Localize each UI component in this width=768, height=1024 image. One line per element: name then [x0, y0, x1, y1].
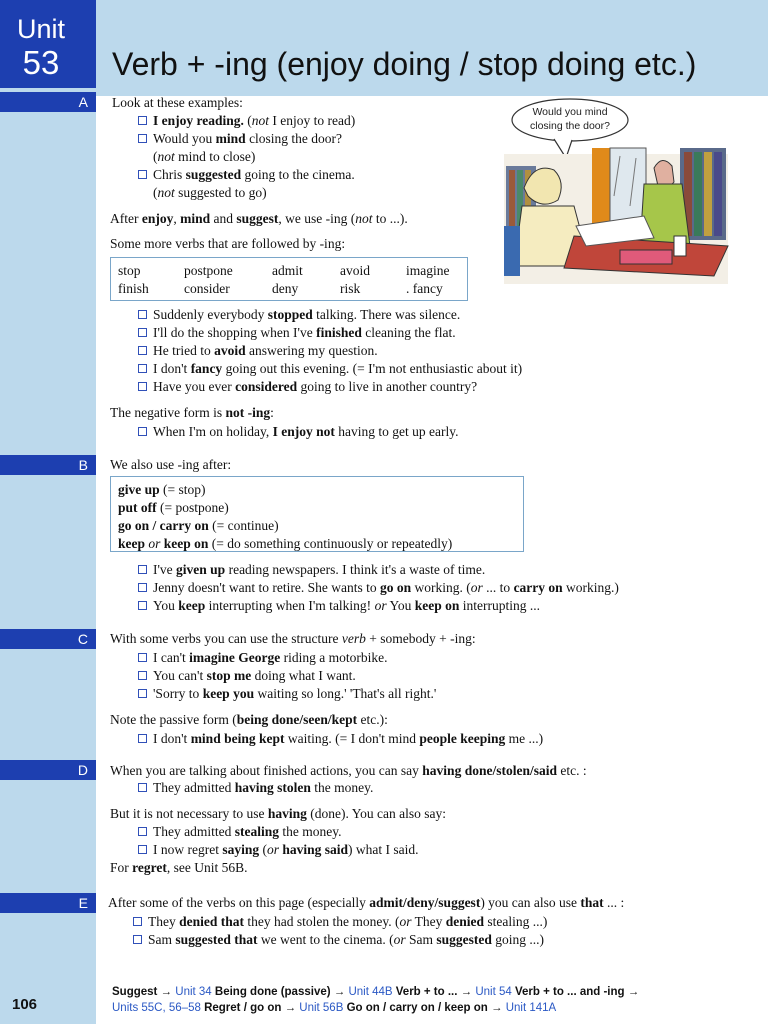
- checkbox-bullet-icon: [138, 827, 147, 836]
- verb-cell: deny: [272, 281, 299, 296]
- verb-cell: . fancy: [406, 281, 443, 296]
- list-note: (not suggested to go): [153, 185, 267, 200]
- unit-number: 53: [22, 44, 60, 81]
- cross-ref-line: Units 55C, 56–58 Regret / go on → Unit 56B Go on / carry on / keep on → Unit 141A: [112, 1002, 557, 1014]
- list-item: They denied that they had stolen the money. (or They denied stealing ...): [133, 913, 547, 931]
- verb-cell: imagine: [406, 263, 450, 278]
- verb-cell: stop: [118, 263, 141, 278]
- checkbox-bullet-icon: [133, 917, 142, 926]
- section-marker-a: A: [0, 92, 96, 112]
- phrase-row: keep or keep on (= do something continuously or repeatedly): [118, 536, 453, 551]
- list-item: I enjoy reading. (not I enjoy to read): [138, 112, 355, 130]
- paragraph: For regret, see Unit 56B.: [110, 860, 248, 875]
- list-item: He tried to avoid answering my question.: [138, 342, 378, 360]
- section-b-intro: We also use -ing after:: [110, 457, 232, 472]
- unit-link[interactable]: Unit 54: [475, 986, 512, 998]
- section-marker-e: E: [0, 893, 96, 913]
- unit-link[interactable]: Unit 44B: [348, 986, 393, 998]
- cross-references: [112, 984, 639, 1016]
- phrase-row: put off (= postpone): [118, 500, 229, 515]
- checkbox-bullet-icon: [138, 734, 147, 743]
- list-item: I can't imagine George riding a motorbike.: [138, 649, 388, 667]
- verb-table: [118, 262, 460, 298]
- checkbox-bullet-icon: [138, 845, 147, 854]
- section-marker-c: C: [0, 629, 96, 649]
- section-marker-d: D: [0, 760, 96, 780]
- checkbox-bullet-icon: [138, 653, 147, 662]
- unit-label: Unit: [16, 14, 65, 44]
- paragraph: After enjoy, mind and suggest, we use -ing (not to ...).: [110, 211, 408, 226]
- list-item: You can't stop me doing what I want.: [138, 667, 356, 685]
- list-item: They admitted having stolen the money.: [138, 779, 373, 797]
- verb-cell: risk: [340, 281, 361, 296]
- section-c-intro: With some verbs you can use the structure verb + somebody + -ing:: [110, 631, 476, 646]
- checkbox-bullet-icon: [133, 935, 142, 944]
- verb-cell: avoid: [340, 263, 370, 278]
- list-item: Suddenly everybody stopped talking. There was silence.: [138, 306, 460, 324]
- checkbox-bullet-icon: [138, 689, 147, 698]
- checkbox-bullet-icon: [138, 116, 147, 125]
- list-item: I've given up reading newspapers. I think it's a waste of time.: [138, 561, 485, 579]
- sidebar: [0, 0, 96, 1024]
- list-item: I don't mind being kept waiting. (= I don't mind people keeping me ...): [138, 730, 543, 748]
- list-item: 'Sorry to keep you waiting so long.' 'That's all right.': [138, 685, 436, 703]
- page-title: Verb + -ing (enjoy doing / stop doing etc.): [112, 46, 697, 82]
- checkbox-bullet-icon: [138, 364, 147, 373]
- list-item: They admitted stealing the money.: [138, 823, 341, 841]
- list-item: Would you mind closing the door?: [138, 130, 342, 148]
- list-item: Chris suggested going to the cinema.: [138, 166, 355, 184]
- speech-bubble-line2: closing the door?: [530, 120, 610, 132]
- list-item: Sam suggested that we went to the cinema. (or Sam suggested going ...): [133, 931, 544, 949]
- unit-link[interactable]: Unit 56B: [299, 1002, 344, 1014]
- unit-link[interactable]: Unit 34: [175, 986, 212, 998]
- verb-cell: consider: [184, 281, 230, 296]
- checkbox-bullet-icon: [138, 328, 147, 337]
- unit-badge: [0, 0, 96, 88]
- checkbox-bullet-icon: [138, 671, 147, 680]
- speech-bubble-line1: Would you mind: [532, 106, 608, 118]
- phrase-row: give up (= stop): [118, 482, 206, 497]
- section-e-intro: After some of the verbs on this page (especially admit/deny/suggest) you can also use that ... :: [108, 895, 625, 910]
- list-item: When I'm on holiday, I enjoy not having to get up early.: [138, 423, 459, 441]
- cross-ref-line: Suggest → Unit 34 Being done (passive) → Unit 44B Verb + to ... → Unit 54 Verb + to ... and -ing →: [112, 986, 640, 998]
- paragraph: The negative form is not -ing:: [110, 405, 274, 420]
- paragraph: Note the passive form (being done/seen/kept etc.):: [110, 712, 388, 727]
- unit-link[interactable]: Units 55C, 56–58: [112, 1002, 201, 1014]
- list-item: I'll do the shopping when I've finished cleaning the flat.: [138, 324, 456, 342]
- checkbox-bullet-icon: [138, 565, 147, 574]
- section-a-intro: Look at these examples:: [112, 95, 243, 110]
- list-item: Jenny doesn't want to retire. She wants to go on working. (or ... to carry on working.): [138, 579, 619, 597]
- verb-cell: admit: [272, 263, 303, 278]
- unit-link[interactable]: Unit 141A: [505, 1002, 557, 1014]
- checkbox-bullet-icon: [138, 601, 147, 610]
- paragraph: Some more verbs that are followed by -ing:: [110, 236, 346, 251]
- checkbox-bullet-icon: [138, 310, 147, 319]
- paragraph: But it is not necessary to use having (done). You can also say:: [110, 806, 446, 821]
- list-item: I now regret saying (or having said) what I said.: [138, 841, 419, 859]
- checkbox-bullet-icon: [138, 583, 147, 592]
- checkbox-bullet-icon: [138, 170, 147, 179]
- checkbox-bullet-icon: [138, 134, 147, 143]
- list-item: You keep interrupting when I'm talking! or You keep on interrupting ...: [138, 597, 540, 615]
- page-number: 106: [12, 996, 38, 1013]
- checkbox-bullet-icon: [138, 427, 147, 436]
- illustration: [494, 96, 734, 296]
- section-d-intro: When you are talking about finished actions, you can say having done/stolen/said etc. :: [110, 763, 587, 778]
- checkbox-bullet-icon: [138, 346, 147, 355]
- verb-cell: finish: [118, 281, 149, 296]
- verb-cell: postpone: [184, 263, 233, 278]
- list-item: Have you ever considered going to live in another country?: [138, 378, 477, 396]
- checkbox-bullet-icon: [138, 382, 147, 391]
- list-note: (not mind to close): [153, 149, 256, 164]
- phrase-row: go on / carry on (= continue): [118, 518, 279, 533]
- section-marker-b: B: [0, 455, 96, 475]
- list-item: I don't fancy going out this evening. (= I'm not enthusiastic about it): [138, 360, 522, 378]
- checkbox-bullet-icon: [138, 783, 147, 792]
